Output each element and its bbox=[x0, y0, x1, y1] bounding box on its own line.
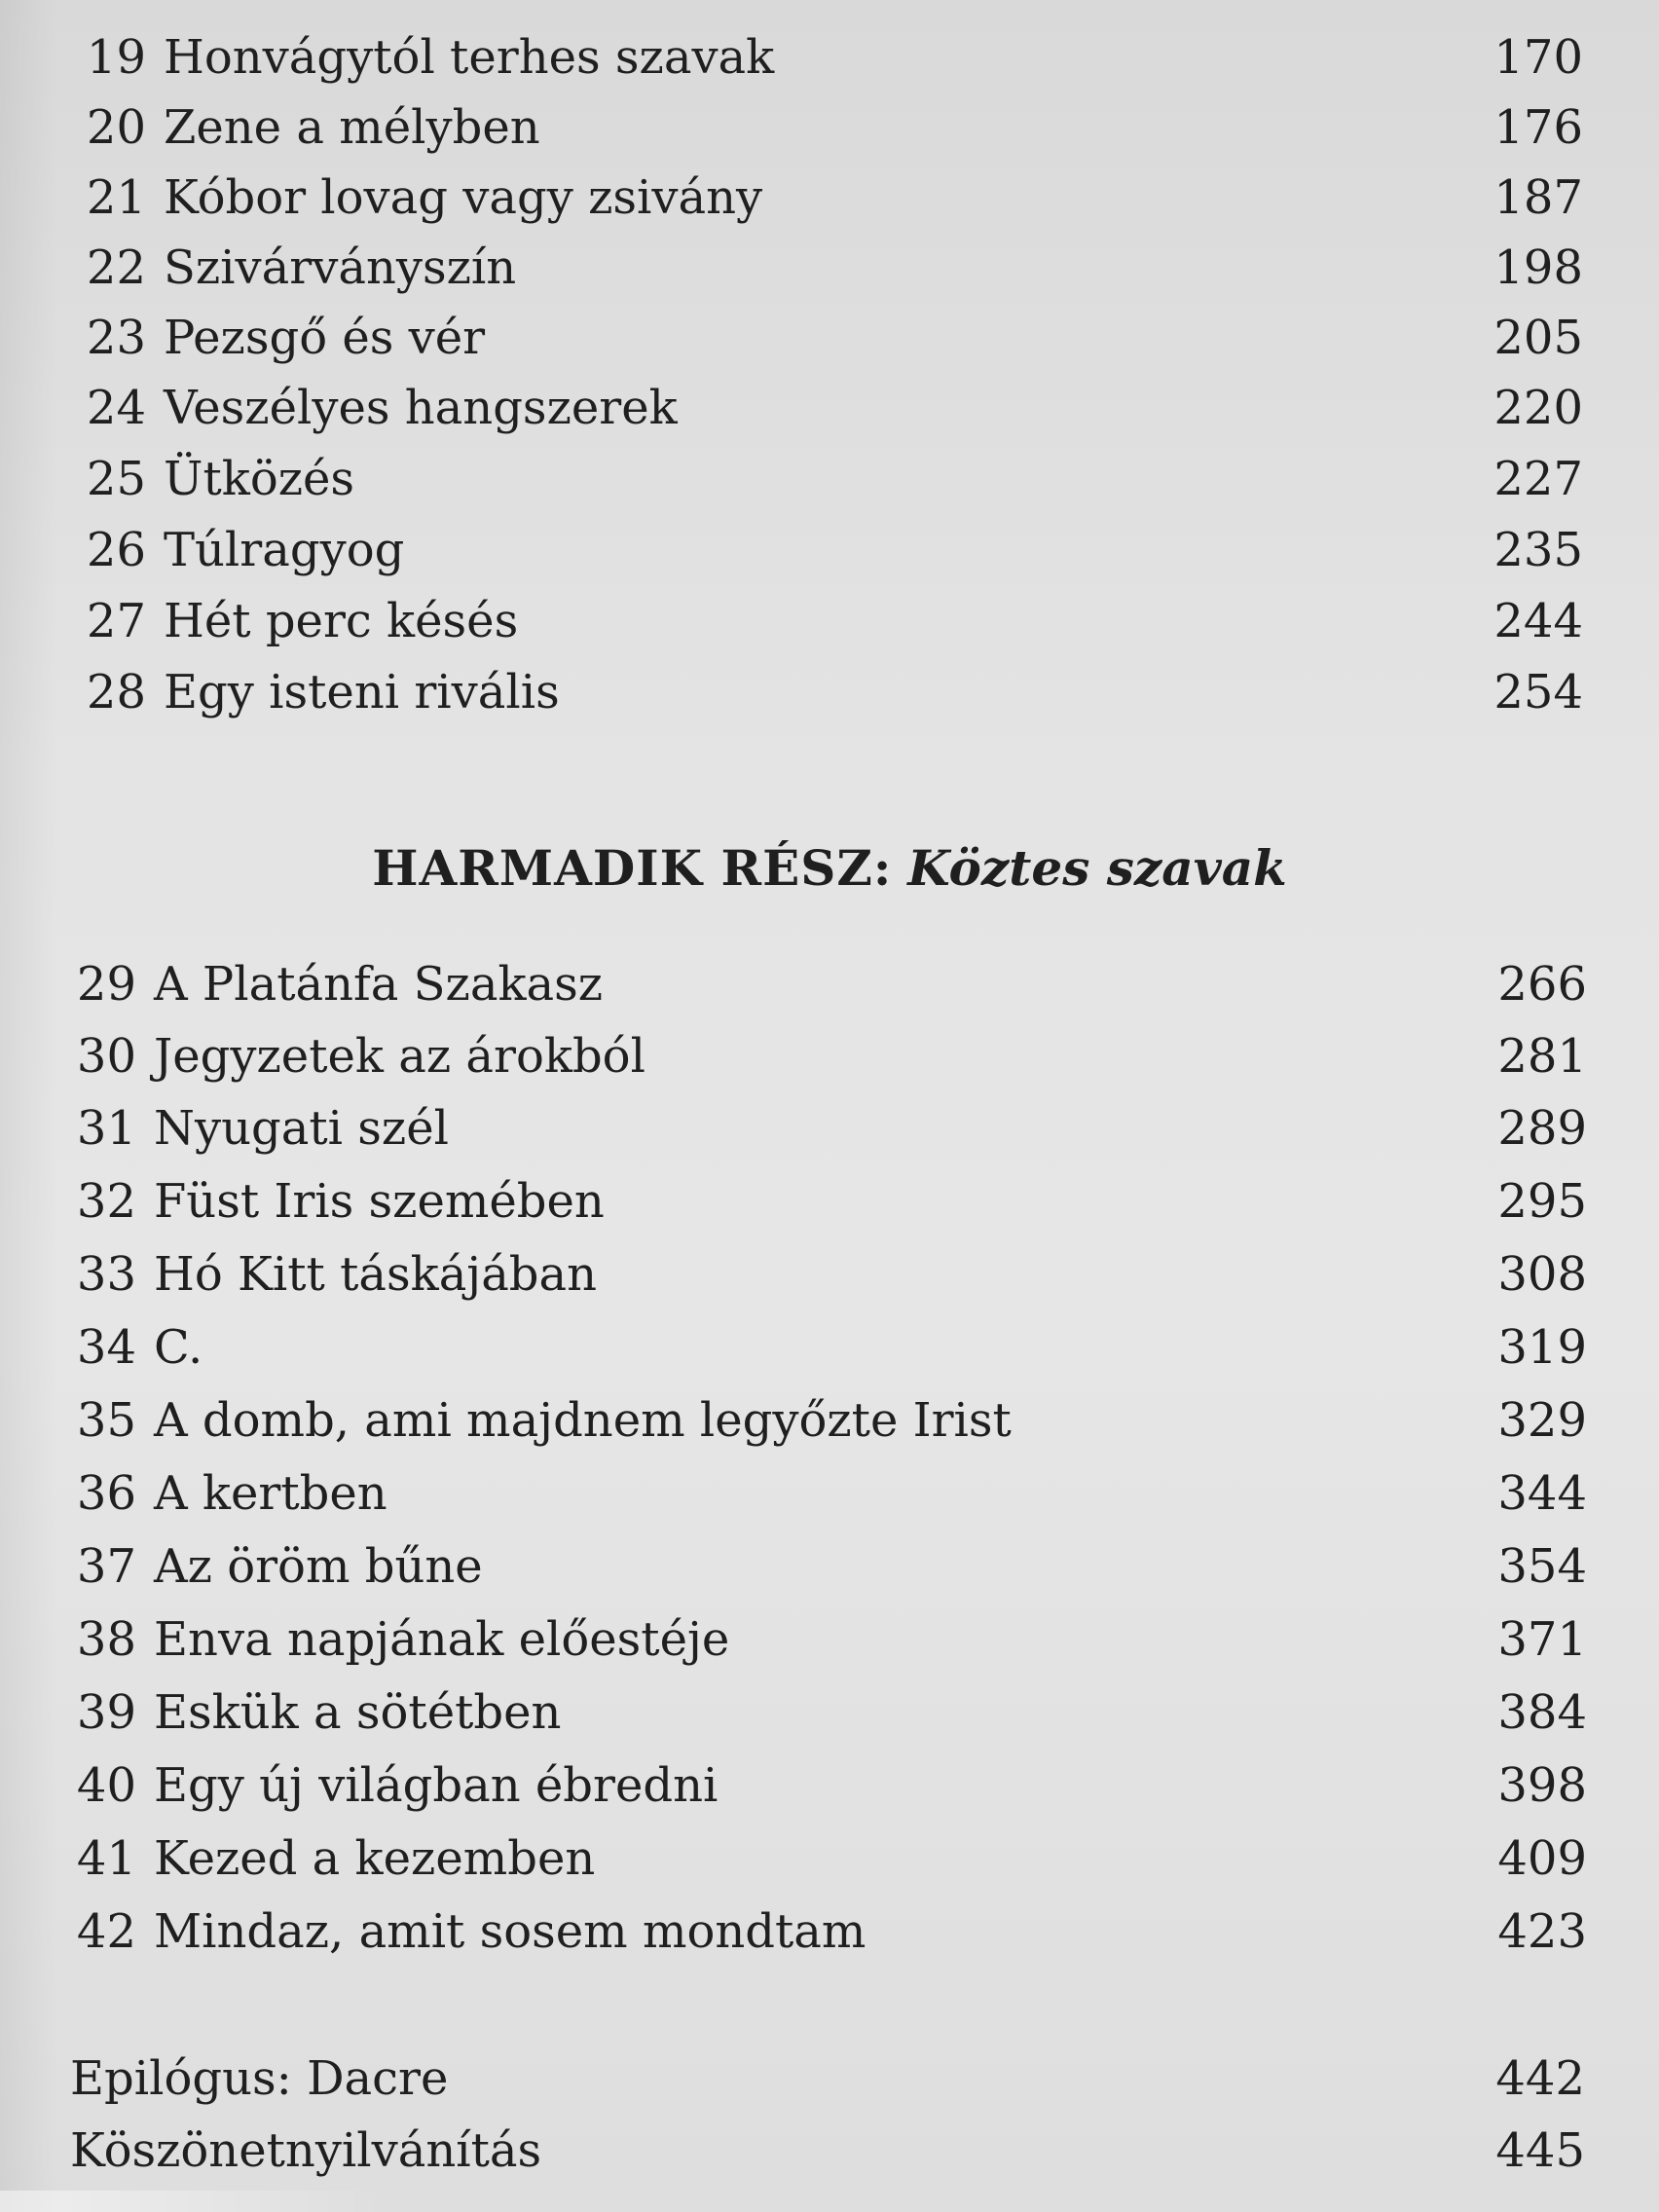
toc-entry bbox=[58, 1311, 1587, 1383]
page-number: 344 bbox=[1497, 1466, 1587, 1521]
chapter-title: Veszélyes hangszerek bbox=[164, 381, 678, 435]
chapter-number: 21 bbox=[86, 170, 146, 225]
chapter-title: C. bbox=[154, 1320, 203, 1375]
toc-entry bbox=[58, 1896, 1587, 1968]
page-number: 371 bbox=[1497, 1612, 1587, 1667]
chapter-number: 19 bbox=[86, 30, 146, 85]
chapter-number: 39 bbox=[76, 1685, 136, 1740]
toc-entry bbox=[68, 162, 1583, 234]
chapter-title: A domb, ami majdnem legyőzte Irist bbox=[154, 1393, 1012, 1448]
toc-entry bbox=[68, 514, 1583, 586]
chapter-title: Egy isteni rivális bbox=[164, 665, 560, 719]
section-heading-subtitle: Köztes szavak bbox=[907, 839, 1287, 897]
chapter-number: 26 bbox=[86, 523, 146, 577]
chapter-title: Az öröm bűne bbox=[154, 1539, 483, 1594]
toc-entry bbox=[58, 1530, 1587, 1603]
chapter-number: 33 bbox=[76, 1247, 136, 1302]
toc-entry bbox=[58, 1604, 1587, 1676]
chapter-title: Hó Kitt táskájában bbox=[154, 1247, 598, 1302]
page-number: 176 bbox=[1493, 100, 1583, 155]
page-number: 319 bbox=[1497, 1320, 1587, 1375]
chapter-title: Túlragyog bbox=[164, 523, 405, 577]
chapter-number: 41 bbox=[76, 1831, 136, 1886]
chapter-title: A Platánfa Szakasz bbox=[154, 957, 604, 1012]
chapter-title: Nyugati szél bbox=[154, 1101, 449, 1156]
page-edge-shadow bbox=[0, 0, 58, 2212]
chapter-title: Hét perc késés bbox=[164, 594, 519, 648]
section-heading bbox=[0, 830, 1659, 907]
chapter-title: Jegyzetek az árokból bbox=[154, 1029, 645, 1084]
chapter-number: 37 bbox=[76, 1539, 136, 1594]
toc-entry bbox=[58, 1020, 1587, 1092]
chapter-title: Kezed a kezemben bbox=[154, 1831, 596, 1886]
toc-entry bbox=[70, 2043, 1585, 2115]
page-number: 281 bbox=[1497, 1029, 1587, 1084]
toc-entry bbox=[68, 372, 1583, 444]
chapter-number: 27 bbox=[86, 594, 146, 648]
chapter-number: 24 bbox=[86, 381, 146, 435]
chapter-number: 28 bbox=[86, 665, 146, 719]
toc-entry bbox=[58, 948, 1587, 1020]
chapter-title: Zene a mélyben bbox=[164, 100, 540, 155]
page-number: 170 bbox=[1493, 30, 1583, 85]
toc-entry bbox=[58, 1457, 1587, 1530]
toc-entry bbox=[58, 1165, 1587, 1237]
page-number: 445 bbox=[1495, 2123, 1585, 2178]
chapter-number: 23 bbox=[86, 311, 146, 365]
toc-entry bbox=[70, 2115, 1585, 2187]
section-heading-prefix: HARMADIK RÉSZ: bbox=[372, 839, 893, 897]
chapter-title: Pezsgő és vér bbox=[164, 311, 486, 365]
toc-entry bbox=[58, 1384, 1587, 1456]
chapter-title: Füst Iris szemében bbox=[154, 1174, 605, 1229]
chapter-title: Honvágytól terhes szavak bbox=[164, 30, 775, 85]
chapter-title: Egy új világban ébredni bbox=[154, 1758, 719, 1813]
chapter-title: Mindaz, amit sosem mondtam bbox=[154, 1904, 866, 1959]
page-number: 398 bbox=[1497, 1758, 1587, 1813]
page-number: 254 bbox=[1493, 665, 1583, 719]
page-number: 220 bbox=[1493, 381, 1583, 435]
page-number: 384 bbox=[1497, 1685, 1587, 1740]
toc-entry bbox=[58, 1238, 1587, 1310]
page-number: 205 bbox=[1493, 311, 1583, 365]
toc-entry bbox=[68, 302, 1583, 374]
chapter-number: 29 bbox=[76, 957, 136, 1012]
page-number: 423 bbox=[1497, 1904, 1587, 1959]
chapter-number: 40 bbox=[76, 1758, 136, 1813]
toc-entry bbox=[68, 232, 1583, 304]
toc-entry bbox=[68, 585, 1583, 657]
chapter-number: 32 bbox=[76, 1174, 136, 1229]
toc-entry bbox=[68, 92, 1583, 164]
chapter-title: Eskük a sötétben bbox=[154, 1685, 562, 1740]
chapter-number: 31 bbox=[76, 1101, 136, 1156]
chapter-number: 20 bbox=[86, 100, 146, 155]
entry-title: Köszönetnyilvánítás bbox=[70, 2123, 542, 2178]
page-number: 295 bbox=[1497, 1174, 1587, 1229]
chapter-title: Kóbor lovag vagy zsivány bbox=[164, 170, 763, 225]
page-number: 187 bbox=[1493, 170, 1583, 225]
page-number: 308 bbox=[1497, 1247, 1587, 1302]
page-number: 289 bbox=[1497, 1101, 1587, 1156]
page-bottom-edge bbox=[0, 2191, 389, 2212]
chapter-number: 38 bbox=[76, 1612, 136, 1667]
page-number: 198 bbox=[1493, 240, 1583, 295]
page-number: 354 bbox=[1497, 1539, 1587, 1594]
chapter-title: A kertben bbox=[154, 1466, 387, 1521]
chapter-number: 30 bbox=[76, 1029, 136, 1084]
page-number: 409 bbox=[1497, 1831, 1587, 1886]
page-number: 266 bbox=[1497, 957, 1587, 1012]
toc-entry bbox=[68, 21, 1583, 93]
toc-entry bbox=[58, 1677, 1587, 1749]
chapter-title: Szivárványszín bbox=[164, 240, 517, 295]
toc-entry bbox=[68, 656, 1583, 728]
entry-title: Epilógus: Dacre bbox=[70, 2051, 449, 2106]
toc-entry bbox=[68, 443, 1583, 515]
toc-entry bbox=[58, 1750, 1587, 1822]
chapter-number: 22 bbox=[86, 240, 146, 295]
chapter-number: 42 bbox=[76, 1904, 136, 1959]
chapter-number: 35 bbox=[76, 1393, 136, 1448]
page-number: 235 bbox=[1493, 523, 1583, 577]
chapter-number: 34 bbox=[76, 1320, 136, 1375]
toc-entry bbox=[58, 1823, 1587, 1895]
toc-entry bbox=[58, 1092, 1587, 1164]
page-number: 227 bbox=[1493, 452, 1583, 506]
page-number: 329 bbox=[1497, 1393, 1587, 1448]
page-number: 442 bbox=[1495, 2051, 1585, 2106]
chapter-number: 25 bbox=[86, 452, 146, 506]
chapter-title: Ütközés bbox=[164, 452, 355, 506]
page-number: 244 bbox=[1493, 594, 1583, 648]
chapter-title: Enva napjának előestéje bbox=[154, 1612, 730, 1667]
chapter-number: 36 bbox=[76, 1466, 136, 1521]
